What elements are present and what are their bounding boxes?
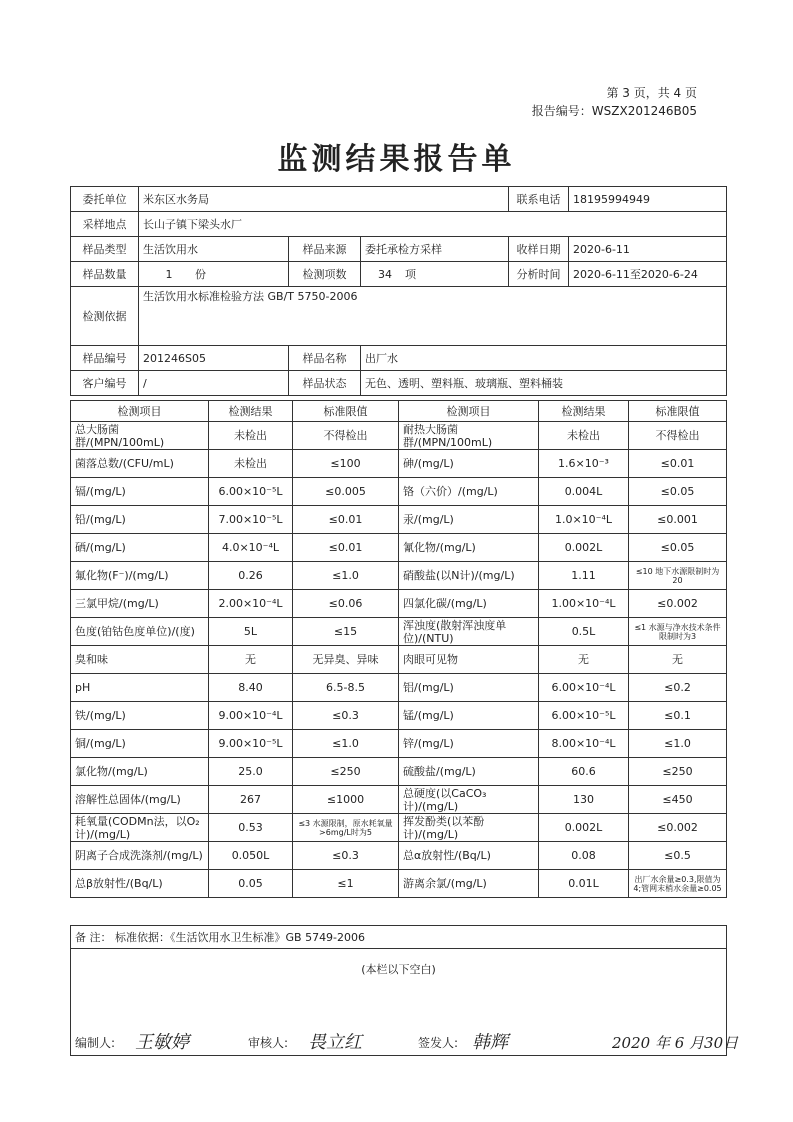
table-row [71,674,727,702]
test-item-cell: 总硬度(以CaCO₃ 计)/(mg/L) [399,786,539,814]
table-row [71,478,727,506]
result-cell: 60.6 [539,758,629,786]
table-row [71,730,727,758]
table-row [71,786,727,814]
customer-no-label: 客户编号 [71,371,139,396]
result-cell: 0.002L [539,534,629,562]
limit-cell: ≤250 [293,758,399,786]
limit-cell: 6.5-8.5 [293,674,399,702]
analysis-time-value: 2020-6-11至2020-6-24 [569,262,727,287]
test-item-cell: 砷/(mg/L) [399,450,539,478]
table-row [71,506,727,534]
table-row [71,814,727,842]
items-cell [361,262,509,287]
phone-label: 联系电话 [509,187,569,212]
sample-state-value: 无色、透明、塑料瓶、玻璃瓶、塑料桶装 [361,371,727,396]
test-item-cell: 三氯甲烷/(mg/L) [71,590,209,618]
limit-cell: ≤10 地下水源限制时为20 [629,562,727,590]
limit-cell: ≤0.002 [629,814,727,842]
limit-cell: ≤1000 [293,786,399,814]
limit-cell: 无异臭、异味 [293,646,399,674]
result-cell: 0.5L [539,618,629,646]
reviewer-label: 审核人: [248,1036,289,1050]
limit-cell: ≤0.01 [629,450,727,478]
receive-date-value: 2020-6-11 [569,237,727,262]
sample-info-table [70,186,727,396]
result-cell: 5L [209,618,293,646]
test-item-cell: 菌落总数/(CFU/mL) [71,450,209,478]
table-row [71,702,727,730]
sample-name-label: 样品名称 [289,346,361,371]
limit-cell: 无 [629,646,727,674]
result-cell: 6.00×10⁻⁵L [209,478,293,506]
signer-signature: 韩辉 [472,1032,508,1053]
result-cell: 0.05 [209,870,293,898]
sample-type-label: 样品类型 [71,237,139,262]
result-cell: 未检出 [539,422,629,450]
limit-cell: ≤1.0 [293,562,399,590]
page-number: 第 3 页，共 4 页 [606,86,697,100]
header-cell: 检测项目 [71,401,209,422]
test-item-cell: 总大肠菌群/(MPN/100mL) [71,422,209,450]
test-item-cell: 挥发酚类(以苯酚计)/(mg/L) [399,814,539,842]
sample-name-value: 出厂水 [361,346,727,371]
limit-cell: 不得检出 [629,422,727,450]
limit-cell: 出厂水余量≥0.3,限值为4;管网末梢水余量≥0.05 [629,870,727,898]
limit-cell: ≤250 [629,758,727,786]
test-item-cell: 铁/(mg/L) [71,702,209,730]
limit-cell: ≤0.3 [293,702,399,730]
items-value: 34 [378,267,392,281]
notes-row [71,926,727,949]
test-item-cell: 总β放射性/(Bq/L) [71,870,209,898]
header-cell: 检测结果 [539,401,629,422]
results-body [71,401,727,898]
sample-type-value: 生活饮用水 [139,237,289,262]
limit-cell: ≤0.2 [629,674,727,702]
customer-no-value: / [139,371,289,396]
client-value: 米东区水务局 [139,187,509,212]
test-item-cell: 铬（六价）/(mg/L) [399,478,539,506]
basis-value: 生活饮用水标准检验方法 GB/T 5750-2006 [139,287,727,346]
result-cell: 2.00×10⁻⁴L [209,590,293,618]
test-item-cell: 耗氧量(CODMn法，以O₂ 计)/(mg/L) [71,814,209,842]
test-item-cell: 臭和味 [71,646,209,674]
limit-cell: ≤450 [629,786,727,814]
result-cell: 0.004L [539,478,629,506]
result-cell: 267 [209,786,293,814]
result-cell: 未检出 [209,422,293,450]
result-cell: 130 [539,786,629,814]
table-row [71,450,727,478]
result-cell: 0.002L [539,814,629,842]
items-label: 检测项数 [289,262,361,287]
limit-cell: ≤0.5 [629,842,727,870]
test-item-cell: 耐热大肠菌群/(MPN/100mL) [399,422,539,450]
test-item-cell: 四氯化碳/(mg/L) [399,590,539,618]
signer-label: 签发人: [418,1036,459,1050]
header-cell: 检测结果 [209,401,293,422]
limit-cell: ≤1.0 [293,730,399,758]
result-cell: 0.53 [209,814,293,842]
limit-cell: ≤0.01 [293,506,399,534]
result-cell: 8.40 [209,674,293,702]
page-info [532,84,697,120]
test-item-cell: 锌/(mg/L) [399,730,539,758]
test-item-cell: 阴离子合成洗涤剂/(mg/L) [71,842,209,870]
test-item-cell: 铝/(mg/L) [399,674,539,702]
test-item-cell: 镉/(mg/L) [71,478,209,506]
test-item-cell: 氯化物/(mg/L) [71,758,209,786]
result-cell: 8.00×10⁻⁴L [539,730,629,758]
result-cell: 1.11 [539,562,629,590]
test-item-cell: 总α放射性/(Bq/L) [399,842,539,870]
test-item-cell: 铜/(mg/L) [71,730,209,758]
test-item-cell: 锰/(mg/L) [399,702,539,730]
header-cell: 标准限值 [293,401,399,422]
table-row [71,842,727,870]
client-label: 委托单位 [71,187,139,212]
result-cell: 9.00×10⁻⁵L [209,730,293,758]
test-item-cell: 游离余氯/(mg/L) [399,870,539,898]
limit-cell: ≤0.005 [293,478,399,506]
blank-text: (本栏以下空白) [361,963,436,976]
result-cell: 6.00×10⁻⁴L [539,674,629,702]
limit-cell: ≤0.05 [629,478,727,506]
phone-value: 18195994949 [569,187,727,212]
header-cell: 标准限值 [629,401,727,422]
table-row [71,870,727,898]
test-item-cell: 硝酸盐(以N计)/(mg/L) [399,562,539,590]
sample-no-label: 样品编号 [71,346,139,371]
test-item-cell: 汞/(mg/L) [399,506,539,534]
result-cell: 0.01L [539,870,629,898]
limit-cell: ≤0.06 [293,590,399,618]
compiler-signature: 王敏婷 [135,1032,189,1053]
location-label: 采样地点 [71,212,139,237]
notes-label: 备 注： [75,930,112,944]
result-cell: 无 [539,646,629,674]
test-item-cell: pH [71,674,209,702]
sample-no-value: 201246S05 [139,346,289,371]
table-row [71,646,727,674]
table-row [71,758,727,786]
results-table [70,400,727,898]
limit-cell: ≤0.01 [293,534,399,562]
limit-cell: ≤15 [293,618,399,646]
limit-cell: 不得检出 [293,422,399,450]
result-cell: 1.00×10⁻⁴L [539,590,629,618]
result-cell: 0.08 [539,842,629,870]
table-row [71,562,727,590]
compiler-label: 编制人: [75,1036,116,1050]
table-row [71,422,727,450]
qty-value: 1 [165,267,173,281]
notes-text: 标准依据：《生活饮用水卫生标准》GB 5749-2006 [115,930,366,944]
report-number-label: 报告编号： [531,104,592,118]
result-cell: 6.00×10⁻⁵L [539,702,629,730]
test-item-cell: 色度(铂钴色度单位)/(度) [71,618,209,646]
limit-cell: ≤100 [293,450,399,478]
result-cell: 0.26 [209,562,293,590]
test-item-cell: 硫酸盐/(mg/L) [399,758,539,786]
sample-state-label: 样品状态 [289,371,361,396]
result-cell: 1.0×10⁻⁴L [539,506,629,534]
test-item-cell: 氟化物(F⁻)/(mg/L) [71,562,209,590]
test-item-cell: 肉眼可见物 [399,646,539,674]
report-date: 2020 年 6 月30日 [612,1034,739,1052]
result-cell: 1.6×10⁻³ [539,450,629,478]
header-cell: 检测项目 [399,401,539,422]
limit-cell: ≤3 水源限制，原水耗氧量>6mg/L时为5 [293,814,399,842]
table-row [71,618,727,646]
test-item-cell: 硒/(mg/L) [71,534,209,562]
result-cell: 无 [209,646,293,674]
test-item-cell: 浑浊度(散射浑浊度单位)/(NTU) [399,618,539,646]
location-value: 长山子镇下梁头水厂 [139,212,727,237]
items-unit: 项 [405,267,416,281]
limit-cell: ≤0.002 [629,590,727,618]
results-header-row [71,401,727,422]
qty-label: 样品数量 [71,262,139,287]
document-title: 监测结果报告单 [277,142,516,177]
source-value: 委托承检方采样 [361,237,509,262]
report-number-line [532,102,697,120]
limit-cell: ≤1 [293,870,399,898]
report-number: WSZX201246B05 [591,104,697,118]
result-cell: 0.050L [209,842,293,870]
limit-cell: ≤0.001 [629,506,727,534]
source-label: 样品来源 [289,237,361,262]
reviewer-signature: 畏立红 [308,1032,362,1053]
test-item-cell: 溶解性总固体/(mg/L) [71,786,209,814]
result-cell: 未检出 [209,450,293,478]
analysis-time-label: 分析时间 [509,262,569,287]
limit-cell: ≤0.05 [629,534,727,562]
receive-date-label: 收样日期 [509,237,569,262]
result-cell: 9.00×10⁻⁴L [209,702,293,730]
result-cell: 7.00×10⁻⁵L [209,506,293,534]
result-cell: 4.0×10⁻⁴L [209,534,293,562]
test-item-cell: 铅/(mg/L) [71,506,209,534]
result-cell: 25.0 [209,758,293,786]
test-item-cell: 氰化物/(mg/L) [399,534,539,562]
table-row [71,534,727,562]
qty-cell [139,262,289,287]
qty-unit: 份 [195,267,206,281]
table-row [71,590,727,618]
limit-cell: ≤1.0 [629,730,727,758]
limit-cell: ≤0.1 [629,702,727,730]
limit-cell: ≤0.3 [293,842,399,870]
basis-label: 检测依据 [71,287,139,346]
limit-cell: ≤1 水源与净水技术条件限制时为3 [629,618,727,646]
